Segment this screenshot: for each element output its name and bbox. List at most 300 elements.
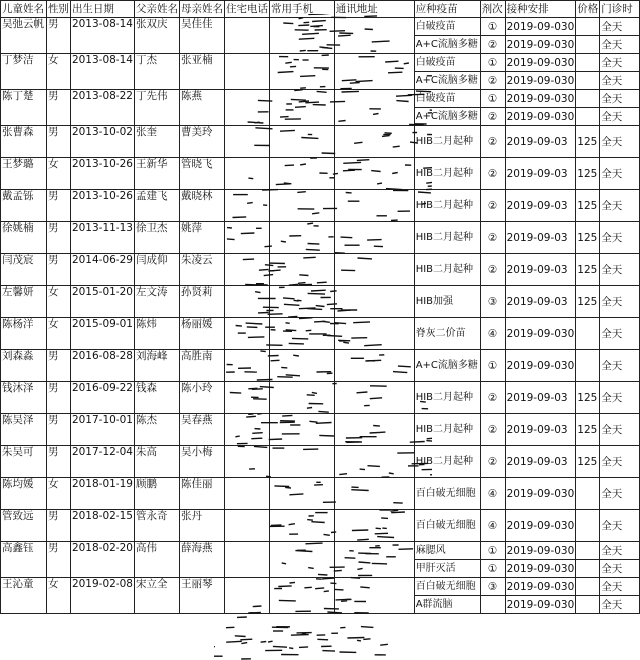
price-cell <box>576 36 600 54</box>
scribble-stroke <box>380 644 388 645</box>
clinic-time-cell: 全天 <box>600 414 640 446</box>
vaccine-cell: A+C流脑多糖 <box>414 36 480 54</box>
mobile-cell <box>269 18 334 54</box>
vaccine-cell: HIB二月起种 <box>414 382 480 414</box>
address-cell <box>334 254 414 286</box>
child-name-cell: 王梦璐 <box>1 158 47 190</box>
dose-cell: ② <box>480 254 505 286</box>
clinic-time-cell: 全天 <box>600 578 640 596</box>
mobile-cell <box>269 446 334 478</box>
child-name-cell: 徐姚楠 <box>1 222 47 254</box>
dose-cell: ③ <box>480 286 505 318</box>
address-cell <box>334 286 414 318</box>
mobile-cell <box>269 254 334 286</box>
clinic-time-cell: 全天 <box>600 222 640 254</box>
address-cell <box>334 158 414 190</box>
child-name-cell: 朱吴可 <box>1 446 47 478</box>
mobile-cell <box>269 382 334 414</box>
price-cell: 125 <box>576 126 600 158</box>
column-header: 通讯地址 <box>334 1 414 18</box>
scribble-stroke <box>226 641 242 642</box>
dose-cell: ② <box>480 446 505 478</box>
dose-cell: ① <box>480 560 505 578</box>
birth-date-cell: 2013-10-26 <box>70 158 134 190</box>
clinic-time-cell: 全天 <box>600 350 640 382</box>
mobile-cell <box>269 90 334 126</box>
dose-cell: ④ <box>480 510 505 542</box>
schedule-date-cell: 2019-09-030 <box>505 350 576 382</box>
dose-cell: ② <box>480 190 505 222</box>
column-header: 住宅电话 <box>224 1 269 18</box>
home-phone-cell <box>224 222 269 254</box>
home-phone-cell <box>224 318 269 350</box>
clinic-time-cell: 全天 <box>600 254 640 286</box>
vaccine-cell: A+C流脑多糖 <box>414 108 480 126</box>
clinic-time-cell: 全天 <box>600 126 640 158</box>
vaccine-cell: A+C流脑多糖 <box>414 72 480 90</box>
schedule-date-cell: 2019-09-03 <box>505 446 576 478</box>
mother-name-cell: 张丹 <box>179 510 224 542</box>
table-row <box>1 54 640 72</box>
address-cell <box>334 414 414 446</box>
address-cell <box>334 126 414 158</box>
address-cell <box>334 222 414 254</box>
table-row <box>1 382 640 414</box>
clinic-time-cell: 全天 <box>600 318 640 350</box>
column-header: 出生日期 <box>70 1 134 18</box>
column-header: 价格 <box>576 1 600 18</box>
schedule-date-cell: 2019-09-03 <box>505 190 576 222</box>
mother-name-cell: 薛海燕 <box>179 542 224 578</box>
vaccine-cell: 百白破无细胞 <box>414 478 480 510</box>
price-cell: 125 <box>576 286 600 318</box>
dose-cell: ① <box>480 350 505 382</box>
price-cell <box>576 54 600 72</box>
address-cell <box>334 510 414 542</box>
price-cell: 125 <box>576 382 600 414</box>
dose-cell <box>480 596 505 614</box>
header-row <box>1 1 640 18</box>
birth-date-cell: 2016-09-22 <box>70 382 134 414</box>
price-cell: 125 <box>576 222 600 254</box>
dose-cell: ① <box>480 542 505 560</box>
father-name-cell: 管永奇 <box>134 510 179 542</box>
mother-name-cell: 孙贤莉 <box>179 286 224 318</box>
mother-name-cell: 杨丽媛 <box>179 318 224 350</box>
clinic-time-cell: 全天 <box>600 108 640 126</box>
dose-cell: ① <box>480 54 505 72</box>
birth-date-cell: 2013-08-14 <box>70 18 134 54</box>
home-phone-cell <box>224 350 269 382</box>
dose-cell: ① <box>480 90 505 108</box>
birth-date-cell: 2013-08-22 <box>70 90 134 126</box>
father-name-cell: 陈炜 <box>134 318 179 350</box>
price-cell <box>576 18 600 36</box>
address-cell <box>334 542 414 578</box>
schedule-date-cell: 2019-09-03 <box>505 254 576 286</box>
vaccine-cell: HIB加强 <box>414 286 480 318</box>
mother-name-cell: 戴晓林 <box>179 190 224 222</box>
sex-cell: 男 <box>46 18 70 54</box>
scribble-stroke <box>289 648 293 649</box>
schedule-date-cell: 2019-09-030 <box>505 72 576 90</box>
vaccine-cell: HIB二月起种 <box>414 222 480 254</box>
child-name-cell: 陈杨洋 <box>1 318 47 350</box>
clinic-time-cell: 全天 <box>600 510 640 542</box>
sex-cell: 女 <box>46 478 70 510</box>
sex-cell: 男 <box>46 190 70 222</box>
price-cell <box>576 72 600 90</box>
schedule-date-cell: 2019-09-03 <box>505 126 576 158</box>
father-name-cell: 徐卫杰 <box>134 222 179 254</box>
child-name-cell: 闫茂宸 <box>1 254 47 286</box>
table-row <box>1 286 640 318</box>
column-header: 门诊时 <box>600 1 640 18</box>
mobile-cell <box>269 54 334 90</box>
mobile-cell <box>269 158 334 190</box>
home-phone-cell <box>224 18 269 54</box>
price-cell: 125 <box>576 446 600 478</box>
table-row <box>1 190 640 222</box>
father-name-cell: 刘海峰 <box>134 350 179 382</box>
mother-name-cell: 陈燕 <box>179 90 224 126</box>
vaccine-cell: 麻腮风 <box>414 542 480 560</box>
sex-cell: 男 <box>46 446 70 478</box>
sex-cell: 女 <box>46 578 70 614</box>
home-phone-cell <box>224 158 269 190</box>
child-name-cell: 刘森淼 <box>1 350 47 382</box>
mobile-cell <box>269 286 334 318</box>
child-name-cell: 左馨妍 <box>1 286 47 318</box>
address-cell <box>334 190 414 222</box>
price-cell <box>576 90 600 108</box>
mobile-cell <box>269 414 334 446</box>
birth-date-cell: 2018-01-19 <box>70 478 134 510</box>
father-name-cell: 孟建飞 <box>134 190 179 222</box>
mobile-cell <box>269 510 334 542</box>
home-phone-cell <box>224 190 269 222</box>
dose-cell: ④ <box>480 318 505 350</box>
home-phone-cell <box>224 414 269 446</box>
sex-cell: 男 <box>46 90 70 126</box>
vaccine-cell: HIB二月起种 <box>414 126 480 158</box>
vaccine-cell: 白破疫苗 <box>414 18 480 36</box>
father-name-cell: 高伟 <box>134 542 179 578</box>
schedule-date-cell: 2019-09-03 <box>505 158 576 190</box>
price-cell: 125 <box>576 190 600 222</box>
price-cell <box>576 510 600 542</box>
vaccine-cell: HIB二月起种 <box>414 414 480 446</box>
child-name-cell: 陈丁楚 <box>1 90 47 126</box>
scribble-stroke <box>240 639 252 640</box>
column-header: 应种疫苗 <box>414 1 480 18</box>
table-row <box>1 90 640 108</box>
address-cell <box>334 478 414 510</box>
vaccine-cell: A+C流脑多糖 <box>414 350 480 382</box>
clinic-time-cell: 全天 <box>600 286 640 318</box>
sex-cell: 男 <box>46 414 70 446</box>
mobile-cell <box>269 126 334 158</box>
schedule-date-cell: 2019-09-030 <box>505 318 576 350</box>
dose-cell: ② <box>480 414 505 446</box>
father-name-cell: 顾鹏 <box>134 478 179 510</box>
dose-cell: ① <box>480 18 505 36</box>
mobile-cell <box>269 222 334 254</box>
scribble-stroke <box>361 627 374 628</box>
clinic-time-cell: 全天 <box>600 158 640 190</box>
dose-cell: ② <box>480 36 505 54</box>
home-phone-cell <box>224 126 269 158</box>
mobile-cell <box>269 318 334 350</box>
scribble-stroke <box>241 643 247 644</box>
father-name-cell: 左文涛 <box>134 286 179 318</box>
child-name-cell: 管致远 <box>1 510 47 542</box>
father-name-cell: 闫成仰 <box>134 254 179 286</box>
price-cell: 125 <box>576 158 600 190</box>
schedule-date-cell: 2019-09-03 <box>505 286 576 318</box>
column-header: 剂次 <box>480 1 505 18</box>
table-row <box>1 578 640 596</box>
mother-name-cell: 王丽琴 <box>179 578 224 614</box>
scribble-stroke <box>291 635 309 636</box>
sex-cell: 女 <box>46 158 70 190</box>
sex-cell: 男 <box>46 542 70 578</box>
birth-date-cell: 2013-08-14 <box>70 54 134 90</box>
mother-name-cell: 张亚楠 <box>179 54 224 90</box>
home-phone-cell <box>224 510 269 542</box>
schedule-date-cell: 2019-09-03 <box>505 382 576 414</box>
child-name-cell: 张曹森 <box>1 126 47 158</box>
scribble-stroke <box>261 642 267 643</box>
birth-date-cell: 2017-10-01 <box>70 414 134 446</box>
vaccine-cell: HIB二月起种 <box>414 446 480 478</box>
price-cell <box>576 578 600 596</box>
table-row <box>1 414 640 446</box>
mobile-cell <box>269 478 334 510</box>
child-name-cell: 高鑫钰 <box>1 542 47 578</box>
home-phone-cell <box>224 286 269 318</box>
price-cell <box>576 350 600 382</box>
table-row <box>1 350 640 382</box>
schedule-date-cell: 2019-09-030 <box>505 54 576 72</box>
sex-cell: 男 <box>46 254 70 286</box>
vaccine-cell: 脊灰二价苗 <box>414 318 480 350</box>
mother-name-cell: 高胜南 <box>179 350 224 382</box>
home-phone-cell <box>224 54 269 90</box>
price-cell: 125 <box>576 414 600 446</box>
address-cell <box>334 578 414 614</box>
birth-date-cell: 2014-06-29 <box>70 254 134 286</box>
clinic-time-cell: 全天 <box>600 54 640 72</box>
column-header: 母亲姓名 <box>179 1 224 18</box>
child-name-cell: 戴孟铄 <box>1 190 47 222</box>
father-name-cell: 丁杰 <box>134 54 179 90</box>
dose-cell: ② <box>480 126 505 158</box>
clinic-time-cell: 全天 <box>600 18 640 36</box>
sex-cell: 男 <box>46 510 70 542</box>
birth-date-cell: 2016-08-28 <box>70 350 134 382</box>
column-header: 接种安排 <box>505 1 576 18</box>
birth-date-cell: 2017-12-04 <box>70 446 134 478</box>
schedule-date-cell: 2019-09-030 <box>505 596 576 614</box>
home-phone-cell <box>224 382 269 414</box>
dose-cell: ② <box>480 158 505 190</box>
dose-cell: ③ <box>480 578 505 596</box>
schedule-date-cell: 2019-09-030 <box>505 108 576 126</box>
father-name-cell: 朱高 <box>134 446 179 478</box>
dose-cell: ② <box>480 222 505 254</box>
father-name-cell: 张双庆 <box>134 18 179 54</box>
birth-date-cell: 2013-11-13 <box>70 222 134 254</box>
schedule-date-cell: 2019-09-030 <box>505 90 576 108</box>
vaccine-cell: 白破疫苗 <box>414 54 480 72</box>
father-name-cell: 宋立全 <box>134 578 179 614</box>
home-phone-cell <box>224 578 269 614</box>
scribble-stroke <box>347 638 364 639</box>
mother-name-cell: 曹美玲 <box>179 126 224 158</box>
clinic-time-cell: 全天 <box>600 478 640 510</box>
address-cell <box>334 382 414 414</box>
mother-name-cell: 姚萍 <box>179 222 224 254</box>
schedule-date-cell: 2019-09-03 <box>505 222 576 254</box>
mother-name-cell: 陈佳丽 <box>179 478 224 510</box>
schedule-date-cell: 2019-09-030 <box>505 542 576 560</box>
vaccine-cell: HIB二月起种 <box>414 254 480 286</box>
mother-name-cell: 陈小玲 <box>179 382 224 414</box>
scribble-stroke <box>299 647 308 648</box>
table-row <box>1 126 640 158</box>
column-header: 儿童姓名 <box>1 1 47 18</box>
price-cell <box>576 542 600 560</box>
price-cell <box>576 318 600 350</box>
table-row <box>1 510 640 542</box>
child-name-cell: 王沁童 <box>1 578 47 614</box>
child-name-cell: 陈均媛 <box>1 478 47 510</box>
table-row <box>1 254 640 286</box>
column-header: 性别 <box>46 1 70 18</box>
birth-date-cell: 2013-10-26 <box>70 190 134 222</box>
column-header: 父亲姓名 <box>134 1 179 18</box>
home-phone-cell <box>224 254 269 286</box>
mother-name-cell: 吴小梅 <box>179 446 224 478</box>
address-cell <box>334 18 414 54</box>
schedule-date-cell: 2019-09-03 <box>505 414 576 446</box>
mobile-cell <box>269 542 334 578</box>
dose-cell: ② <box>480 108 505 126</box>
child-name-cell: 钱沐泽 <box>1 382 47 414</box>
birth-date-cell: 2018-02-15 <box>70 510 134 542</box>
scribble-stroke <box>322 651 335 652</box>
mother-name-cell: 吴佳佳 <box>179 18 224 54</box>
clinic-time-cell: 全天 <box>600 382 640 414</box>
clinic-time-cell: 全天 <box>600 36 640 54</box>
schedule-date-cell: 2019-09-030 <box>505 478 576 510</box>
father-name-cell: 张奎 <box>134 126 179 158</box>
table-row <box>1 158 640 190</box>
vaccine-cell: A群流脑 <box>414 596 480 614</box>
mobile-cell <box>269 190 334 222</box>
birth-date-cell: 2015-01-20 <box>70 286 134 318</box>
vaccine-cell: 百白破无细胞 <box>414 510 480 542</box>
price-cell <box>576 108 600 126</box>
table-row <box>1 318 640 350</box>
scribble-stroke <box>235 636 246 637</box>
home-phone-cell <box>224 446 269 478</box>
birth-date-cell: 2015-09-01 <box>70 318 134 350</box>
clinic-time-cell: 全天 <box>600 446 640 478</box>
table-row <box>1 222 640 254</box>
clinic-time-cell: 全天 <box>600 90 640 108</box>
table-row <box>1 542 640 560</box>
home-phone-cell <box>224 90 269 126</box>
home-phone-cell <box>224 542 269 578</box>
sex-cell: 男 <box>46 382 70 414</box>
sex-cell: 女 <box>46 286 70 318</box>
mobile-cell <box>269 350 334 382</box>
table-row <box>1 18 640 36</box>
table-row <box>1 478 640 510</box>
sex-cell: 男 <box>46 350 70 382</box>
schedule-date-cell: 2019-09-030 <box>505 36 576 54</box>
price-cell <box>576 596 600 614</box>
dose-cell: ② <box>480 72 505 90</box>
birth-date-cell: 2013-10-02 <box>70 126 134 158</box>
father-name-cell: 钱森 <box>134 382 179 414</box>
scribble-stroke <box>357 640 361 641</box>
clinic-time-cell: 全天 <box>600 560 640 578</box>
vaccine-cell: 白破疫苗 <box>414 90 480 108</box>
father-name-cell: 陈杰 <box>134 414 179 446</box>
father-name-cell: 丁先伟 <box>134 90 179 126</box>
vaccine-cell: 甲肝灭活 <box>414 560 480 578</box>
price-cell: 125 <box>576 254 600 286</box>
sex-cell: 男 <box>46 222 70 254</box>
address-cell <box>334 318 414 350</box>
child-name-cell: 丁梦洁 <box>1 54 47 90</box>
column-header: 常用手机 <box>269 1 334 18</box>
price-cell <box>576 478 600 510</box>
clinic-time-cell: 全天 <box>600 190 640 222</box>
clinic-time-cell: 全天 <box>600 542 640 560</box>
address-cell <box>334 446 414 478</box>
dose-cell: ② <box>480 382 505 414</box>
dose-cell: ④ <box>480 478 505 510</box>
price-cell <box>576 560 600 578</box>
clinic-time-cell: 全天 <box>600 72 640 90</box>
mother-name-cell: 朱凌云 <box>179 254 224 286</box>
address-cell <box>334 54 414 90</box>
vaccine-cell: HIB二月起种 <box>414 158 480 190</box>
home-phone-cell <box>224 478 269 510</box>
scribble-stroke <box>363 639 370 640</box>
vaccine-cell: 百白破无细胞 <box>414 578 480 596</box>
sex-cell: 男 <box>46 126 70 158</box>
address-cell <box>334 350 414 382</box>
schedule-date-cell: 2019-09-030 <box>505 510 576 542</box>
sex-cell: 女 <box>46 318 70 350</box>
birth-date-cell: 2018-02-20 <box>70 542 134 578</box>
mobile-cell <box>269 578 334 614</box>
birth-date-cell: 2019-02-08 <box>70 578 134 614</box>
schedule-date-cell: 2019-09-030 <box>505 578 576 596</box>
child-name-cell: 吴弛云帆 <box>1 18 47 54</box>
schedule-date-cell: 2019-09-030 <box>505 18 576 36</box>
scribble-stroke <box>273 646 287 647</box>
father-name-cell: 王新华 <box>134 158 179 190</box>
child-name-cell: 陈吴泽 <box>1 414 47 446</box>
mother-name-cell: 管晓飞 <box>179 158 224 190</box>
scribble-stroke <box>317 639 328 640</box>
